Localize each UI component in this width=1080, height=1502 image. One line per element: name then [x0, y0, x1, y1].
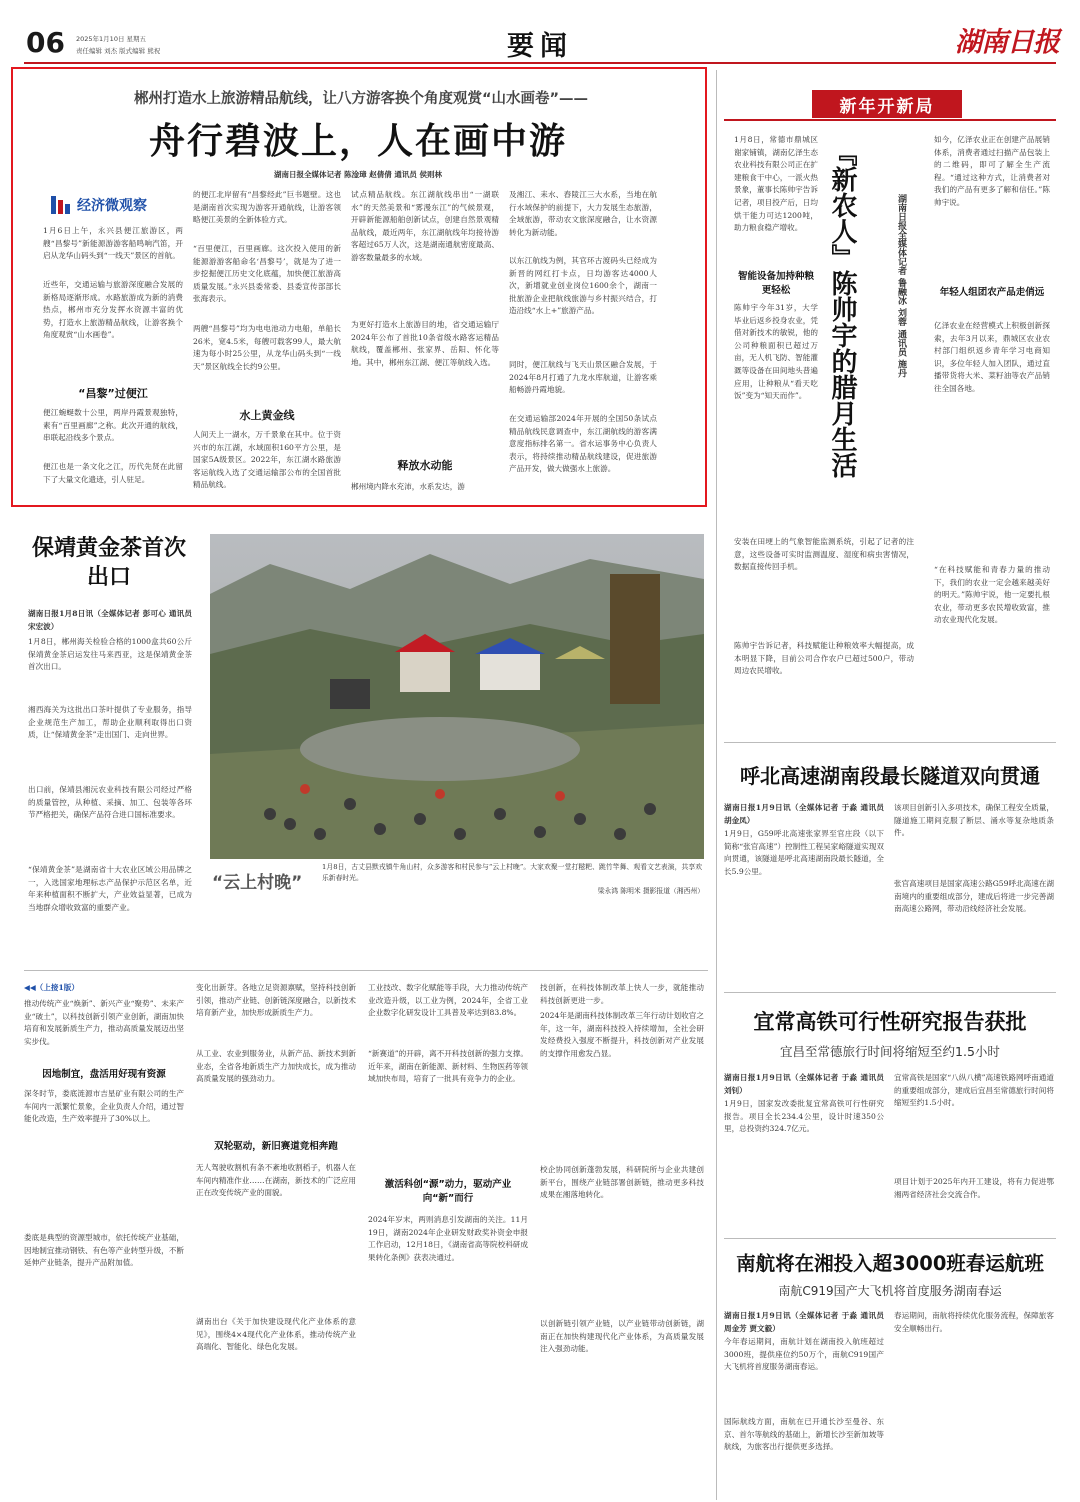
gold-tea-headline-text: 保靖黄金茶首次出口 — [31, 536, 186, 590]
photo-illustration — [210, 534, 704, 898]
farmer-p6: 亿泽农业在经营模式上积极创新探索，去年3月以来，鼎城区农业农村部门组织返乡青年学习电商知识，多位年轻人加入团队，通过直播带货将大米、菜籽油等农产品销往全国各地。 — [934, 321, 1050, 393]
airline-p1: 今年春运期间，南航计划在湖南投入航班超过3000班，提供座位约50万个，南航C919国产大飞机将首度服务湖南春运。 — [724, 1337, 884, 1372]
lead-p1: 1月6日上午，永兴县便江旅游区，两艘“昌黎号”新能源游游客船鸣响汽笛，开启从龙华山码头到“一线天”景区的首航。 — [43, 226, 183, 261]
airline-byline: 湖南日报1月9日讯（全媒体记者 于淼 通讯员 周金芳 贾文毅） — [724, 1311, 884, 1333]
ribbon-rule — [724, 119, 1056, 121]
lead-col-1 — [43, 189, 183, 501]
mid-section-rule — [24, 970, 708, 971]
lead-col4d: 在交通运输部2024年开展的全国50条试点精品航线民意调查中，东江湖航线的游客满意度指标排名第一。省水运事务中心负责人表示，将持续推动精品航线建设，促进旅游产品开发，做大做强水上旅游。 — [509, 414, 657, 474]
farmer-p2: 陈帅宇今年31岁，大学毕业后返乡投身农业，凭借对新技术的敏锐，他的公司种粮面积已超过万亩，无人机飞防、智能灌溉等设备在田间地头普遍应用，让种粮从“看天吃饭”变为“知天而作”。 — [734, 303, 818, 401]
lead-p2: 近些年，交通运输与旅游深度融合发展的新格局逐渐形成。水路旅游成为新的消费热点，郴州市充分发挥水资源丰富的优势，打造水上旅游精品航线，让游客换个角度观赏“山水画卷”。 — [43, 280, 183, 340]
gold-tea-headline — [24, 534, 194, 594]
ribbon-banner — [812, 90, 962, 118]
bottom-intro-tag: ◀◀（上接1版） — [24, 983, 79, 992]
right-column-divider — [716, 70, 717, 1500]
lead-col3a: 试点精品航线。东江湖航线串出“一湖联水”的天然美景和“雾漫东江”的气候景观，开辟新能源船舶创新试点，创建自然景观精品航线，最近两年，东江湖航线年均接待游客超过65万人次，这是湖南通航密度最高、游客数量最多的水域。 — [351, 190, 499, 262]
railway-headline: 宜常高铁可行性研究报告获批 — [753, 1010, 1027, 1034]
bottom-col-4 — [540, 978, 704, 1498]
lead-subhead-1: “昌黎”过便江 — [78, 387, 148, 400]
bottom-p1: 推动传统产业“焕新”、新兴产业“聚势”、未来产业“破土”，以科技创新引领产业创新，湖南加快培育和发展新质生产力，推动高质量发展迈出坚实步伐。 — [24, 999, 184, 1046]
gold-tea-p2: 湘西海关为这批出口茶叶提供了专业服务，指导企业规范生产加工，帮助企业顺利取得出口资质，让“保靖黄金茶”走出国门、走向世界。 — [28, 705, 192, 740]
tunnel-p1: 1月9日，G59呼北高速张家界至官庄段（以下简称“张官高速”）控制性工程吴家峪隧道实现双向贯通，该隧道是呼北高速湖南段最长隧道，全长5.9公里。 — [724, 829, 884, 876]
lead-col2d: 人间天上一湖水，万千景象在其中。位于资兴市的东江湖，水域面积160平方公里，是国家5A级景区。2022年，东江湖水路旅游客运航线入选了交通运输部公布的全国首批精品航线。 — [193, 430, 341, 490]
bottom-subhead-3: 激活科创“源”动力，驱动产业向“新”而行 — [384, 1179, 512, 1204]
gold-tea-p4: “保靖黄金茶”是湖南省十大农业区域公用品牌之一，入选国家地理标志产品保护示范区名单，近年来种植面积不断扩大，产业效益显著，已成为当地群众增收致富的重要产业。 — [28, 865, 192, 912]
lead-byline: 湖南日报全媒体记者 陈淦璋 赵倩倩 通讯员 侯则林 — [274, 170, 442, 179]
airline-story — [724, 1242, 1056, 1500]
farmer-p4: 陈帅宇告诉记者，科技赋能让种粮效率大幅提高，成本明显下降，目前公司合作农户已超过500户，带动周边农民增收。 — [734, 641, 914, 676]
lead-p3: 便江蜿蜒数十公里，两岸丹霞景观独特，素有“百里画廊”之称。此次开通的航线，串联起沿线多个景点。 — [43, 408, 183, 443]
bottom-col2d: 湖南出台《关于加快建设现代化产业体系的意见》，围绕4×4现代化产业体系，推动传统产业高端化、智能化、绿色化发展。 — [196, 1317, 356, 1352]
village-gala-photo — [210, 534, 704, 898]
bottom-col4d: 以创新链引领产业链，以产业链带动创新链，湖南正在加快构建现代化产业体系，为高质量发展注入强劲动能。 — [540, 1319, 704, 1354]
lead-col-2 — [193, 189, 341, 501]
farmer-p5: 如今，亿泽农业正在创建产品展销体系，消费者通过扫描产品包装上的二维码，即可了解全生产流程。“通过这种方式，让消费者对我们的产品有更多了解和信任。”陈帅宇说。 — [934, 135, 1050, 207]
lead-col4c: 同时，便江航线与飞天山景区融合发展，于2024年8月打通了九龙水库航道，让游客乘船畅游丹霞地貌。 — [509, 360, 657, 395]
bottom-col-3 — [368, 978, 528, 1498]
ribbon-text: 新年开新局 — [839, 97, 935, 116]
farmer-p3: 安装在田埂上的气象智能监测系统，引起了记者的注意，这些设备可实时监测温度、湿度和病虫害情况，数据直接传回手机。 — [734, 537, 914, 572]
paper-name-logo: 湖南日报 — [955, 27, 1059, 58]
railway-p2: 宜常高铁是国家“八纵八横”高速铁路网呼南通道的重要组成部分，建成后宜昌至常德旅行时间将缩短至约1.5小时。 — [894, 1073, 1054, 1108]
lead-col2b: “百里便江，百里画廊。这次投入使用的新能源游游客船命名‘昌黎号’，就是为了进一步挖掘便江历史文化底蕴，加快便江旅游高质量发展。”永兴县委常委、县委宣传部部长张海表示。 — [193, 244, 341, 304]
bottom-col2b: 从工业、农业到服务业，从新产品、新技术到新业态，全省各地新质生产力加快成长，成为推动高质量发展的强劲动力。 — [196, 1049, 356, 1084]
lead-subhead-3: 释放水动能 — [397, 459, 453, 472]
airline-top-rule — [724, 1238, 1056, 1239]
bottom-subhead-2: 双轮驱动，新旧赛道竞相奔跑 — [214, 1141, 338, 1152]
lead-col-4 — [509, 189, 657, 501]
airline-p3: 春运期间，南航将持续优化服务流程，保障旅客安全顺畅出行。 — [894, 1311, 1054, 1333]
lead-col4b: 以东江航线为例，其官环古渡码头已经成为新晋的网红打卡点，日均游客达4000人次，新增就业创业岗位1600余个，湖南一批旅游企业把航线旅游与乡村振兴结合，打造沿线“水上+”旅游产品。 — [509, 256, 657, 316]
photo-credit: 梁永鸿 陈明米 摄影报道（湘西州） — [597, 887, 704, 895]
farmer-headline: 『新农人』陈帅宇的腊月生活 — [827, 140, 857, 478]
bottom-subhead-1: 因地制宜，盘活用好现有资源 — [42, 1069, 166, 1080]
railway-byline: 湖南日报1月9日讯（全媒体记者 于淼 通讯员 刘钊） — [724, 1073, 884, 1095]
railway-top-rule — [724, 992, 1056, 993]
airline-p2: 国际航线方面，南航在已开通长沙至曼谷、东京、首尔等航线的基础上，新增长沙至新加坡等航线，为旅客出行提供更多选择。 — [724, 1417, 884, 1452]
farmer-p7: “在科技赋能和青春力量的推动下，我们的农业一定会越来越美好的明天。”陈帅宇说，他一定要扎根农业，带动更多农民增收致富，推动农业现代化发展。 — [934, 565, 1050, 625]
farmer-byline-vertical — [894, 194, 920, 494]
tunnel-headline: 呼北高速湖南段最长隧道双向贯通 — [740, 764, 1040, 788]
masthead — [0, 0, 1080, 64]
economy-logo-text: 经济微观察 — [77, 198, 147, 214]
farmer-headline-vertical — [822, 140, 884, 500]
railway-p1: 1月9日，国家发改委批复宜常高铁可行性研究报告。项目全长234.4公里，设计时速350公里，总投资约324.7亿元。 — [724, 1099, 884, 1134]
railway-p3: 项目计划于2025年内开工建设，将有力促进鄂湘两省经济社会交流合作。 — [894, 1177, 1054, 1199]
lead-col4a: 及湘江、耒水、舂陵江三大水系，当地在航行水域保护的前提下，大力发展生态旅游，全域旅游，带动农文旅深度融合，让水资源转化为新动能。 — [509, 190, 657, 237]
lead-kicker: 郴州打造水上旅游精品航线，让八方游客换个角度观赏“山水画卷”—— — [133, 91, 589, 107]
railway-story — [724, 996, 1056, 1234]
farmer-subhead-1: 智能设备加持种粮更轻松 — [737, 271, 814, 296]
lead-col2c: 两艘“昌黎号”均为电电池动力电船，单船长26米，宽4.5米，每艘可载客99人，最大航速为每小时25公里，从龙华山码头到“一线天”景区航线全长约9公里。 — [193, 324, 341, 371]
tunnel-p3: 张官高速项目是国家高速公路G59呼北高速在湖南境内的重要组成部分，建成后将进一步完善湖南高速公路网，带动沿线经济社会发展。 — [894, 879, 1054, 914]
economy-observation-logo — [49, 191, 177, 219]
lead-headline: 舟行碧波上，人在画中游 — [148, 121, 567, 162]
lead-col3c: 郴州境内降水充沛，水系发达，游 — [351, 482, 465, 491]
lead-col2a: 的便江北岸留有“昌黎经此”巨书题壁。这也是湖南首次实现为游客开通航线，让游客领略便江美景的全新体验方式。 — [193, 190, 341, 225]
farmer-byline: 湖南日报全媒体记者 鲁融冰 刘蓉 通讯员 施丹 — [896, 194, 906, 378]
gold-tea-p1: 1月8日，郴州海关检验合格的1000盒共60公斤保靖黄金茶启运发往马来西亚，这是保靖黄金茶首次出口。 — [28, 637, 192, 672]
lead-subhead-2: 水上黄金线 — [239, 409, 295, 422]
photo-caption-title: “云上村晚” — [212, 873, 303, 893]
bottom-col4a: 技创新，在科技体制改革上快人一步，就能推动科技创新更进一步。 — [540, 983, 704, 1005]
tunnel-p2: 该项目创新引入多项技术，确保工程安全质量，隧道施工期间克服了断层、涌水等复杂地质条件。 — [894, 803, 1054, 838]
lead-col-3 — [351, 189, 499, 501]
gold-tea-p3: 出口前，保靖县湘沅农业科技有限公司经过严格的质量管控，从种植、采摘、加工、包装等各环节严格把关，确保产品符合进口国标准要求。 — [28, 785, 192, 820]
airline-subhead: 南航C919国产大飞机将首度服务湖南春运 — [778, 1284, 1002, 1298]
lead-story-frame — [11, 67, 707, 507]
farmer-subhead-2: 年轻人组团农产品走俏远 — [939, 287, 1045, 298]
photo-caption: 1月8日，古丈县默戎镇牛角山村，众多游客和村民参与“云上村晚”。大家欢聚一堂打糍粑、跳竹竿舞、观看文艺表演，共享欢乐新春时光。 — [322, 863, 702, 882]
bottom-col2a: 变化出新芽。各地立足资源禀赋，坚持科技创新引领，推动产业链、创新链深度融合，以新技术培育新产业，加快形成新质生产力。 — [196, 983, 356, 1018]
masthead-rule — [24, 62, 1056, 64]
lead-p4: 便江也是一条文化之江，历代先贤在此留下了大量文化遗迹，引人驻足。 — [43, 462, 183, 484]
railway-subhead: 宜昌至常德旅行时间将缩短至约1.5小时 — [780, 1044, 1000, 1059]
gold-tea-byline: 湖南日报1月8日讯（全媒体记者 彭可心 通讯员 宋宏波） — [28, 609, 192, 631]
tunnel-top-rule — [724, 742, 1056, 743]
bottom-col3b: “新赛道”的开辟，离不开科技创新的强力支撑。近年来，湖南在新能源、新材料、生物医药等领域加快布局，培育了一批具有竞争力的企业。 — [368, 1049, 528, 1084]
bottom-p3: 娄底是典型的资源型城市，依托传统产业基础，因地制宜推动钢铁、有色等产业转型升级，不断延伸产业链条，提升产品附加值。 — [24, 1233, 184, 1268]
bottom-feature — [24, 978, 708, 1498]
bottom-col3a: 工业技改、数字化赋能等手段，大力推动传统产业改造升级，以工业为例，2024年，全省工业企业数字化研发设计工具普及率达到83.8%。 — [368, 983, 528, 1018]
bottom-col-1 — [24, 978, 184, 1498]
editor-line: 责任编辑 刘杰 版式编辑 熊祝 — [76, 47, 161, 55]
date-line: 2025年1月10日 星期五 — [76, 35, 147, 43]
lead-col3b: 为更好打造水上旅游目的地，省交通运输厅2024年公布了首批10条省级水路客运精品航线，覆盖郴州、张家界、岳阳、怀化等地。其中，郴州东江湖、便江等航线入选。 — [351, 320, 499, 367]
bottom-col2c: 无人驾驶收割机有条不紊地收割稻子，机器人在车间内精准作业……在湖南，新技术的广泛应用正在改变传统产业的面貌。 — [196, 1163, 356, 1198]
airline-headline: 南航将在湘投入超3000班春运航班 — [736, 1252, 1044, 1275]
bottom-p2: 深冬时节，娄底涟源市吉星矿业有限公司的生产车间内一派繁忙景象，企业负责人介绍，通过智能化改造，生产效率提升了30%以上。 — [24, 1089, 184, 1124]
section-title: 要闻 — [507, 31, 573, 60]
bottom-col4c: 校企协同创新蓬勃发展，科研院所与企业共建创新平台，围绕产业链部署创新链，推动更多科技成果在湘落地转化。 — [540, 1165, 704, 1200]
farmer-story — [724, 124, 1056, 736]
gold-tea-story — [24, 534, 202, 952]
bottom-col3c: 2024年岁末，两则消息引发湖南的关注。11月19日，湖南2024年企业研发财政奖补资金申报工作启动，12月18日，《湖南省高等院校科研成果转化条例》获表决通过。 — [368, 1215, 528, 1262]
page-number: 06 — [26, 26, 65, 59]
farmer-p1: 1月8日，常德市鼎城区谢家铺镇，湖南亿泽生态农业科技有限公司正在扩建粮食干中心，一派火热景象，董事长陈帅宇告诉记者，项目投产后，日均烘干能力可达1200吨，助力粮食稳产增收。 — [734, 135, 818, 233]
tunnel-story — [724, 748, 1056, 988]
economy-logo-icon — [49, 193, 73, 217]
bottom-col4b: 2024年是湖南科技体制改革三年行动计划收官之年，这一年，湖南科技投入持续增加，全社会研发经费投入强度不断提升，科技创新对产业发展的支撑作用愈发凸显。 — [540, 1011, 704, 1058]
tunnel-byline: 湖南日报1月9日讯（全媒体记者 于淼 通讯员 胡金凤） — [724, 803, 884, 825]
bottom-col-2 — [196, 978, 356, 1498]
